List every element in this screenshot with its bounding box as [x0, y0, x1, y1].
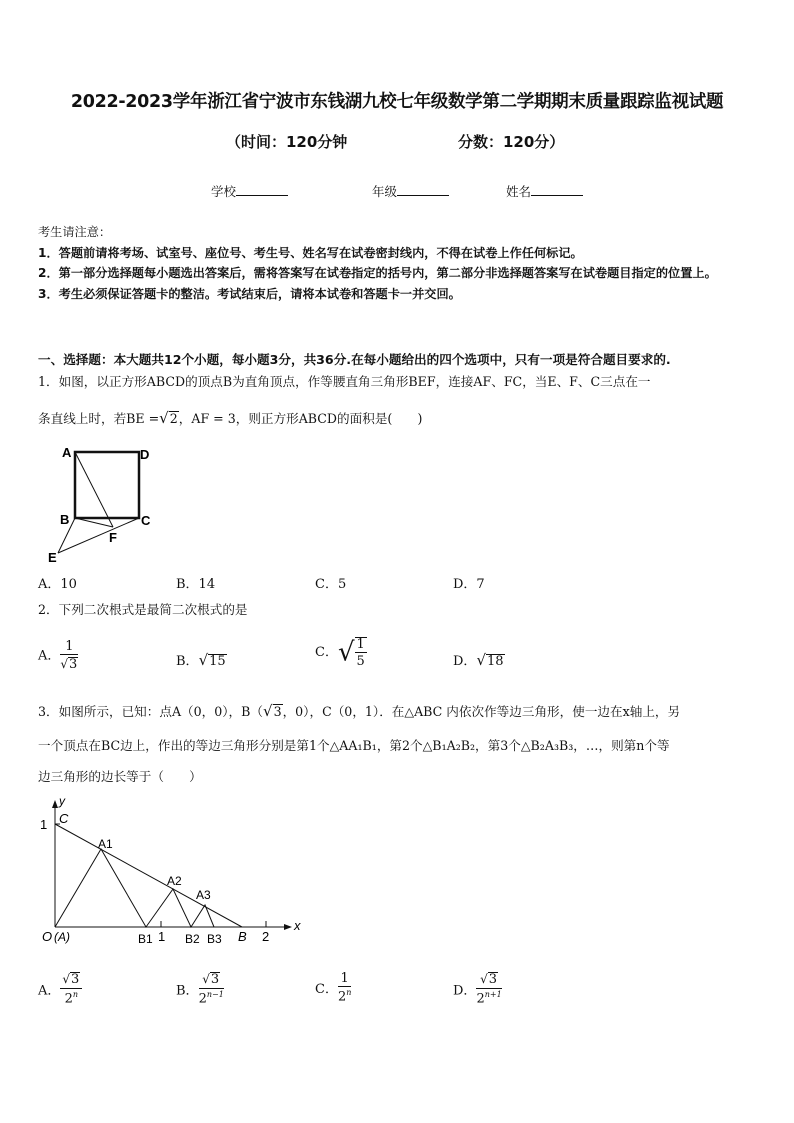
q2-c-label: C． [315, 645, 338, 660]
label-x: x [294, 918, 301, 933]
q1-line2: 条直线上时，若BE =√2，AF = 3，则正方形ABCD的面积是( ) [38, 409, 423, 427]
name-field[interactable] [506, 182, 583, 200]
q3-b-frac: $\frac{√3}{2^{n-1}}$ [198, 972, 224, 1007]
school-field[interactable] [211, 182, 288, 200]
label-y: y [59, 794, 65, 808]
q2-d-label: D． [453, 654, 477, 669]
notice-item-1: 1．答题前请将考场、试室号、座位号、考生号、姓名写在试卷密封线内，不得在试卷上作任何标记。 [38, 245, 583, 260]
school-label: 学校 [211, 184, 237, 199]
q3-d-den: 2 [476, 991, 485, 1007]
q2-a-frac: $\frac{1}{√3}$ [60, 639, 78, 672]
q1-figure [40, 440, 170, 570]
label-c: C [141, 513, 151, 528]
q3-c-num: 1 [338, 972, 351, 987]
q2-option-c[interactable]: C．√ $\frac{1}{5}$ [315, 637, 365, 669]
q3-c-exp: n [346, 988, 352, 997]
q2-d-rad: 18 [487, 654, 504, 669]
q3-line1: 3．如图所示，已知：点A（0，0），B（√3，0），C（0，1）．在△ABC 内依次作等边三角形，使一边在x轴上，另 [38, 702, 681, 720]
school-blank[interactable] [236, 183, 288, 196]
q3-c-den: 2 [337, 989, 347, 1005]
grade-label: 年级 [372, 184, 398, 199]
q1-option-a[interactable]: A．10 [38, 577, 77, 592]
q1-line2a: 条直线上时，若BE = [38, 411, 160, 426]
q3-sqrt: 3 [273, 704, 282, 719]
q3-option-b[interactable] [176, 972, 224, 1006]
grade-field[interactable] [372, 182, 449, 200]
q1-option-d[interactable]: D．7 [453, 577, 485, 592]
label-one-y: 1 [40, 817, 48, 832]
label-a2: A2 [167, 874, 182, 888]
notice-block [38, 222, 760, 304]
segment-bf [75, 518, 113, 527]
q2-a-den: 3 [69, 657, 78, 672]
label-a: A [62, 445, 72, 460]
q2-a-num: 1 [60, 640, 78, 655]
notice-item-3: 3．考生必须保证答题卡的整洁。考试结束后，请将本试卷和答题卡一并交回。 [38, 286, 461, 301]
q3-c-frac [338, 972, 351, 1003]
label-c: C [59, 811, 69, 826]
q1-option-b[interactable]: B．14 [176, 577, 216, 592]
q3-a-den: 2 [64, 991, 73, 1007]
q3-d-label: D． [453, 983, 477, 999]
label-a-origin: (A) [54, 930, 70, 944]
label-b: B [60, 512, 70, 527]
y-axis-arrow [52, 800, 58, 808]
q3-b-exp: n−1 [206, 990, 224, 1000]
q3-a-label: A． [38, 983, 61, 999]
q3-a-num: 3 [71, 972, 80, 987]
page-title: 2022-2023学年浙江省宁波市东钱湖九校七年级数学第二学期期末质量跟踪监视试题 [70, 92, 724, 112]
label-two: 2 [262, 929, 270, 944]
x-axis-arrow [284, 924, 292, 930]
label-b: B [238, 929, 247, 944]
label-a3: A3 [196, 888, 211, 902]
q3-option-c[interactable] [315, 972, 351, 1003]
q2-c-num: 1 [356, 637, 365, 652]
section-heading: 一、选择题：本大题共12个小题，每小题3分，共36分.在每小题给出的四个选项中，只有一项是符合题目要求的. [38, 352, 671, 367]
q2-stem: 2．下列二次根式是最简二次根式的是 [38, 602, 248, 617]
q1-sqrt: 2 [169, 411, 178, 426]
q3-a-frac: $\frac{√3}{2^n}$ [60, 972, 82, 1006]
q2-a-label: A． [38, 648, 61, 664]
label-d: D [140, 447, 150, 462]
q3-b-num: 3 [210, 972, 220, 987]
name-blank[interactable] [531, 183, 583, 196]
label-one-x: 1 [158, 929, 166, 944]
label-o: O [42, 929, 53, 944]
q3-d-num: 3 [488, 972, 498, 987]
exam-score: 分数：120分） [458, 133, 565, 151]
notice-heading: 考生请注意： [38, 225, 112, 239]
q2-c-frac [355, 637, 367, 668]
segment-bc [55, 824, 242, 927]
q3-line1c: ，0），C（0，1）．在△ABC 内依次作等边三角形，使一边在x轴上，另 [282, 704, 681, 719]
equilateral-chain [55, 849, 214, 927]
label-b3: B3 [207, 932, 222, 946]
q3-d-frac: $\frac{√3}{2^{n+1}}$ [476, 972, 502, 1007]
notice-item-2: 2．第一部分选择题每小题选出答案后，需将答案写在试卷指定的括号内，第二部分非选择题答案写在试卷题目指定的位置上。 [38, 266, 717, 280]
q2-b-label: B． [176, 654, 199, 669]
q3-line3: 边三角形的边长等于（ ） [38, 769, 202, 784]
q2-c-den: 5 [356, 654, 365, 669]
q3-line2: 一个顶点在BC边上，作出的等边三角形分别是第1个△AA₁B₁，第2个△B₁A₂B₂，第3个△B₂A₃B₃，…，则第n个等 [38, 738, 670, 753]
name-label: 姓名 [506, 184, 532, 199]
q3-a-exp: n [72, 990, 79, 1000]
q1-line1: 1．如图，以正方形ABCD的顶点B为直角顶点，作等腰直角三角形BEF，连接AF、FC，当E、F、C三点在一 [38, 374, 651, 389]
q3-d-exp: n+1 [484, 990, 502, 1000]
q3-b-den: 2 [198, 991, 207, 1007]
label-e: E [48, 550, 57, 565]
q3-option-a[interactable] [38, 972, 82, 1006]
exam-time: （时间：120分钟 [226, 133, 348, 151]
q2-option-b[interactable]: B．√15 [176, 651, 226, 669]
q3-figure [30, 793, 310, 953]
q1-line2c: ，AF = 3，则正方形ABCD的面积是( ) [178, 411, 423, 426]
label-b2: B2 [185, 932, 200, 946]
q3-c-label: C． [315, 982, 338, 998]
q2-b-rad: 15 [209, 654, 226, 669]
label-a1: A1 [98, 837, 113, 851]
square-abcd [75, 452, 139, 518]
q1-option-c[interactable]: C．5 [315, 577, 347, 592]
label-b1: B1 [138, 932, 153, 946]
q3-line1a: 3．如图所示，已知：点A（0，0），B（ [38, 704, 263, 719]
label-f: F [109, 530, 117, 545]
q3-b-label: B． [176, 983, 199, 999]
q2-option-a[interactable] [38, 640, 78, 672]
grade-blank[interactable] [397, 183, 449, 196]
q3-option-d[interactable] [453, 972, 502, 1006]
q2-option-d[interactable]: D．√18 [453, 651, 504, 669]
segment-af [75, 452, 113, 527]
